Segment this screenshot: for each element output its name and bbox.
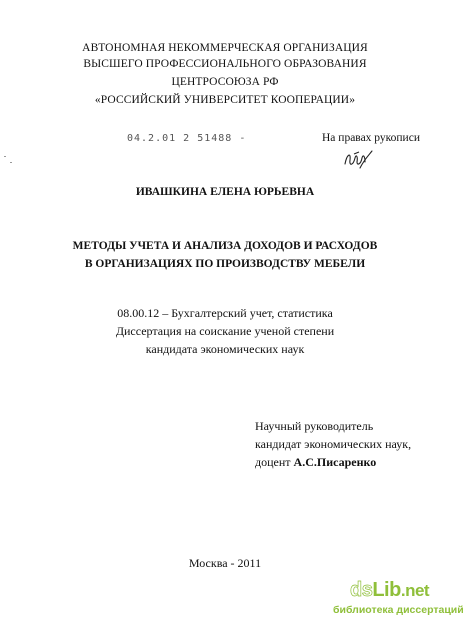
scan-artifact [4, 156, 6, 157]
handwritten-signature [342, 148, 376, 170]
org-header-line-1: АВТОНОМНАЯ НЕКОММЕРЧЕСКАЯ ОРГАНИЗАЦИЯ [82, 42, 368, 54]
degree-line-2: кандидата экономических наук [145, 342, 305, 356]
dslib-logo-lib: Lib [372, 579, 401, 601]
dslib-logo-ds: ds [350, 579, 373, 601]
author-name: ИВАШКИНА ЕЛЕНА ЮРЬЕВНА [135, 186, 315, 198]
degree-line-1: Диссертация на соискание ученой степени [115, 324, 335, 338]
supervisor-name: А.С.Писаренко [293, 455, 377, 469]
supervisor-degree: кандидат экономических наук, [255, 437, 412, 451]
dissertation-title-line-1: МЕТОДЫ УЧЕТА И АНАЛИЗА ДОХОДОВ И РАСХОДОВ [72, 240, 378, 252]
library-stamp-code: 04.2.01 2 51488 - [127, 133, 247, 144]
dslib-logo [350, 579, 440, 601]
org-header-line-4: «РОССИЙСКИЙ УНИВЕРСИТЕТ КООПЕРАЦИИ» [94, 94, 356, 106]
supervisor-title [255, 455, 376, 470]
org-header-line-3: ЦЕНТРОСОЮЗА РФ [171, 76, 279, 88]
org-header-line-2: ВЫСШЕГО ПРОФЕССИОНАЛЬНОГО ОБРАЗОВАНИЯ [83, 58, 367, 70]
scan-artifact [10, 162, 12, 163]
manuscript-rights-note: На правах рукописи [322, 132, 420, 144]
watermark-subtitle: библиотека диссертаций [333, 604, 464, 616]
dslib-logo-net: .net [400, 581, 430, 600]
specialty-code: 08.00.12 – Бухгалтерский учет, статистика [117, 306, 333, 320]
supervisor-title-prefix: доцент [255, 455, 294, 469]
city-year: Москва - 2011 [188, 556, 262, 570]
dissertation-title-line-2: В ОРГАНИЗАЦИЯХ ПО ПРОИЗВОДСТВУ МЕБЕЛИ [84, 258, 366, 270]
supervisor-role: Научный руководитель [255, 419, 374, 433]
